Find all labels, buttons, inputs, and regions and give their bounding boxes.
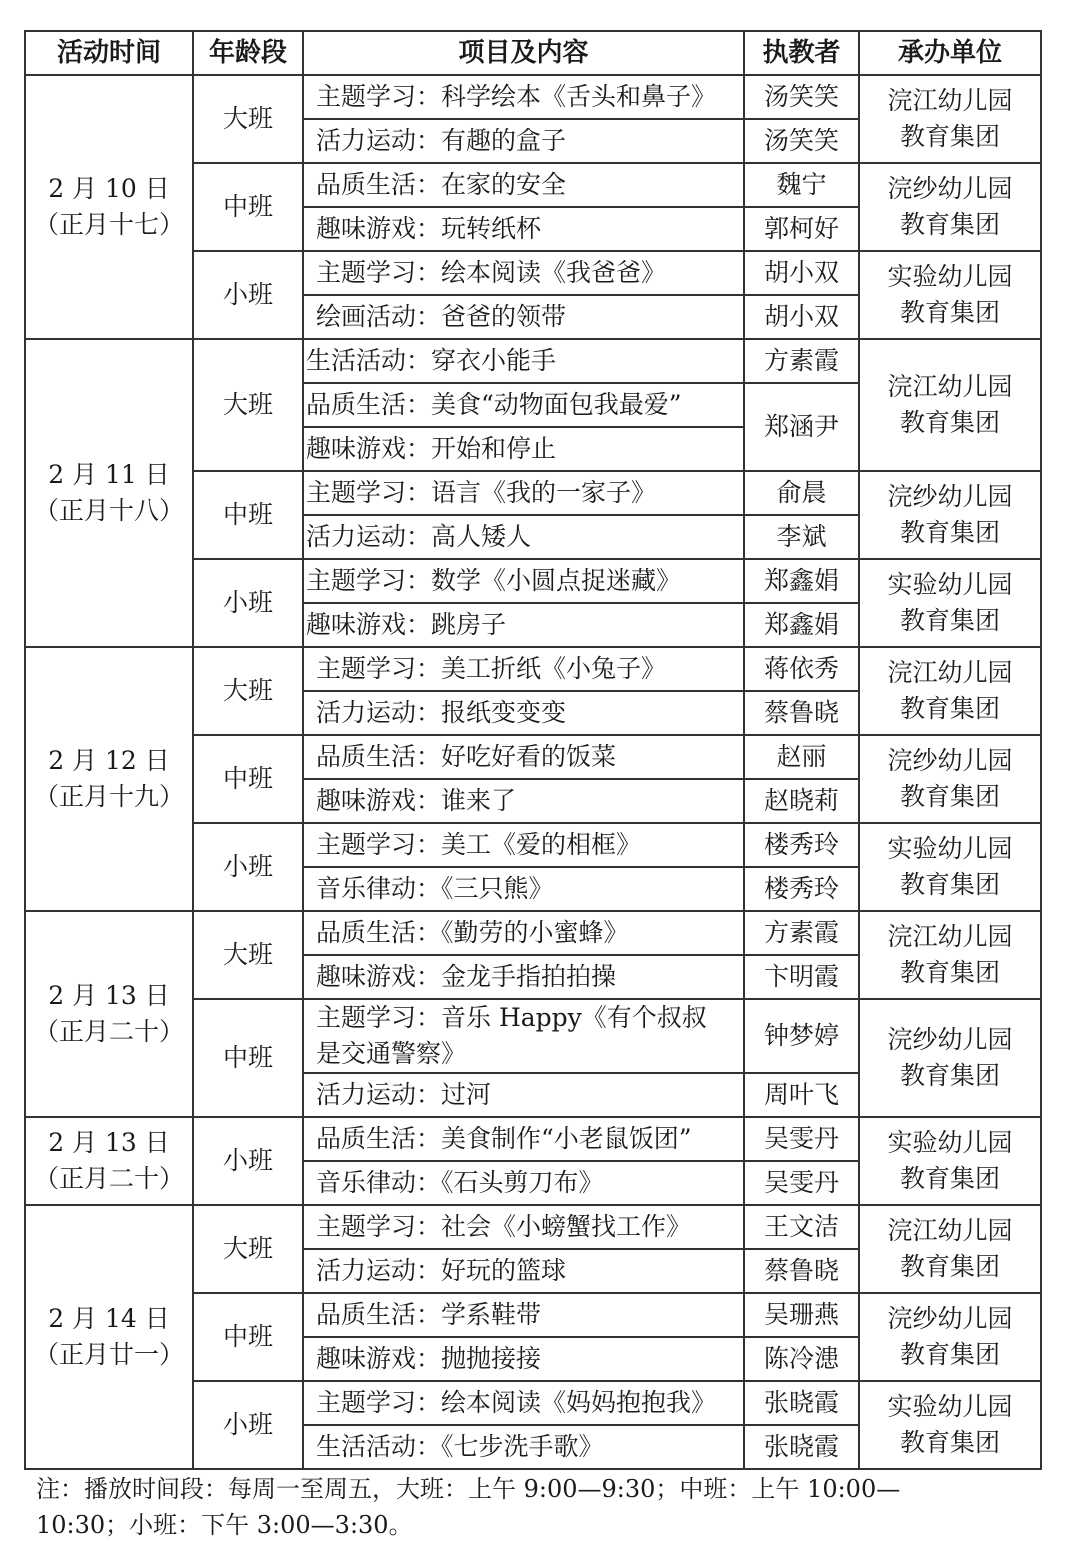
teacher-cell: 郑鑫娟 bbox=[744, 603, 859, 647]
org-name: 浣纱幼儿园 bbox=[887, 482, 1013, 511]
org-cell bbox=[859, 735, 1041, 823]
org-name: 浣江幼儿园 bbox=[887, 86, 1013, 115]
teacher-cell: 蒋依秀 bbox=[744, 647, 859, 691]
org-cell bbox=[859, 251, 1041, 339]
date-text: 2 月 14 日 bbox=[48, 1304, 170, 1333]
teacher-cell: 俞晨 bbox=[744, 471, 859, 515]
org-suffix: 教育集团 bbox=[899, 298, 1000, 327]
teacher-cell: 汤笑笑 bbox=[744, 119, 859, 163]
teacher-cell: 周叶飞 bbox=[744, 1073, 859, 1117]
org-suffix: 教育集团 bbox=[899, 870, 1000, 899]
org-suffix: 教育集团 bbox=[899, 1340, 1000, 1369]
item-cell: 趣味游戏：开始和停止 bbox=[303, 427, 744, 471]
item-cell: 活力运动：高人矮人 bbox=[303, 515, 744, 559]
date-cell bbox=[25, 75, 193, 339]
teacher-cell: 蔡鲁晓 bbox=[744, 1249, 859, 1293]
lunar-date-text: （正月十九） bbox=[33, 782, 184, 811]
date-text: 2 月 12 日 bbox=[48, 746, 170, 775]
org-suffix: 教育集团 bbox=[899, 958, 1000, 987]
org-name: 实验幼儿园 bbox=[887, 1128, 1013, 1157]
grade-cell: 中班 bbox=[193, 1293, 303, 1381]
teacher-cell: 卞明霞 bbox=[744, 955, 859, 999]
item-cell: 音乐律动：《三只熊》 bbox=[303, 867, 744, 911]
teacher-cell: 胡小双 bbox=[744, 251, 859, 295]
item-cell: 主题学习：美工折纸《小兔子》 bbox=[303, 647, 744, 691]
date-cell bbox=[25, 1117, 193, 1205]
lunar-date-text: （正月二十） bbox=[33, 1017, 184, 1046]
org-cell bbox=[859, 823, 1041, 911]
org-suffix: 教育集团 bbox=[899, 1164, 1000, 1193]
header-content: 项目及内容 bbox=[303, 31, 744, 75]
date-cell bbox=[25, 1205, 193, 1469]
org-suffix: 教育集团 bbox=[899, 1428, 1000, 1457]
org-suffix: 教育集团 bbox=[899, 1252, 1000, 1281]
teacher-cell: 吴珊燕 bbox=[744, 1293, 859, 1337]
item-cell: 音乐律动：《石头剪刀布》 bbox=[303, 1161, 744, 1205]
item-cell: 绘画活动：爸爸的领带 bbox=[303, 295, 744, 339]
teacher-cell: 李斌 bbox=[744, 515, 859, 559]
item-cell: 主题学习：语言《我的一家子》 bbox=[303, 471, 744, 515]
org-name: 浣江幼儿园 bbox=[887, 658, 1013, 687]
grade-cell: 中班 bbox=[193, 735, 303, 823]
teacher-cell: 陈冷漶 bbox=[744, 1337, 859, 1381]
item-cell: 品质生活：在家的安全 bbox=[303, 163, 744, 207]
org-suffix: 教育集团 bbox=[899, 408, 1000, 437]
item-cell: 品质生活：《勤劳的小蜜蜂》 bbox=[303, 911, 744, 955]
item-cell: 生活活动：《七步洗手歌》 bbox=[303, 1425, 744, 1469]
org-cell bbox=[859, 471, 1041, 559]
grade-cell: 大班 bbox=[193, 75, 303, 163]
grade-cell: 中班 bbox=[193, 163, 303, 251]
teacher-cell: 蔡鲁晓 bbox=[744, 691, 859, 735]
date-cell bbox=[25, 647, 193, 911]
item-cell: 趣味游戏：金龙手指拍拍操 bbox=[303, 955, 744, 999]
item-cell: 主题学习：科学绘本《舌头和鼻子》 bbox=[303, 75, 744, 119]
lunar-date-text: （正月十七） bbox=[33, 210, 184, 239]
org-name: 浣江幼儿园 bbox=[887, 372, 1013, 401]
teacher-cell: 方素霞 bbox=[744, 911, 859, 955]
header-activity-time: 活动时间 bbox=[25, 31, 193, 75]
org-suffix: 教育集团 bbox=[899, 122, 1000, 151]
teacher-cell: 张晓霞 bbox=[744, 1381, 859, 1425]
lunar-date-text: （正月十八） bbox=[33, 496, 184, 525]
teacher-cell: 魏宁 bbox=[744, 163, 859, 207]
org-name: 浣纱幼儿园 bbox=[887, 1025, 1013, 1054]
org-name: 浣纱幼儿园 bbox=[887, 174, 1013, 203]
teacher-cell: 吴雯丹 bbox=[744, 1161, 859, 1205]
teacher-cell: 胡小双 bbox=[744, 295, 859, 339]
item-cell: 品质生活：学系鞋带 bbox=[303, 1293, 744, 1337]
item-cell: 趣味游戏：谁来了 bbox=[303, 779, 744, 823]
org-cell bbox=[859, 911, 1041, 999]
grade-cell: 小班 bbox=[193, 1381, 303, 1469]
item-cell: 品质生活：美食制作“小老鼠饭团” bbox=[303, 1117, 744, 1161]
date-cell bbox=[25, 911, 193, 1117]
org-name: 浣江幼儿园 bbox=[887, 922, 1013, 951]
date-text: 2 月 10 日 bbox=[48, 174, 170, 203]
header-organizer: 承办单位 bbox=[859, 31, 1041, 75]
header-teacher: 执教者 bbox=[744, 31, 859, 75]
item-cell: 主题学习：美工《爱的相框》 bbox=[303, 823, 744, 867]
grade-cell: 小班 bbox=[193, 1117, 303, 1205]
table-row bbox=[25, 75, 1041, 119]
teacher-cell: 钟梦婷 bbox=[744, 999, 859, 1073]
header-row bbox=[25, 31, 1041, 75]
teacher-cell: 郑鑫娟 bbox=[744, 559, 859, 603]
lunar-date-text: （正月二十） bbox=[33, 1164, 184, 1193]
org-cell bbox=[859, 1381, 1041, 1469]
item-cell: 主题学习：绘本阅读《我爸爸》 bbox=[303, 251, 744, 295]
org-name: 实验幼儿园 bbox=[887, 262, 1013, 291]
table-row bbox=[25, 339, 1041, 383]
grade-cell: 小班 bbox=[193, 823, 303, 911]
table-row bbox=[25, 647, 1041, 691]
org-name: 实验幼儿园 bbox=[887, 834, 1013, 863]
item-cell: 品质生活：好吃好看的饭菜 bbox=[303, 735, 744, 779]
org-cell bbox=[859, 647, 1041, 735]
grade-cell: 大班 bbox=[193, 647, 303, 735]
teacher-cell: 方素霞 bbox=[744, 339, 859, 383]
header-age-group: 年龄段 bbox=[193, 31, 303, 75]
date-text: 2 月 11 日 bbox=[48, 460, 170, 489]
item-line: 主题学习：音乐 Happy《有个叔叔 bbox=[316, 1003, 707, 1032]
grade-cell: 中班 bbox=[193, 471, 303, 559]
teacher-cell: 赵丽 bbox=[744, 735, 859, 779]
grade-cell: 小班 bbox=[193, 251, 303, 339]
teacher-cell: 赵晓莉 bbox=[744, 779, 859, 823]
teacher-cell: 王文洁 bbox=[744, 1205, 859, 1249]
item-cell: 活力运动：好玩的篮球 bbox=[303, 1249, 744, 1293]
table-row bbox=[25, 1117, 1041, 1161]
org-suffix: 教育集团 bbox=[899, 606, 1000, 635]
table-row bbox=[25, 911, 1041, 955]
teacher-cell: 汤笑笑 bbox=[744, 75, 859, 119]
item-cell: 活力运动：报纸变变变 bbox=[303, 691, 744, 735]
teacher-cell: 楼秀玲 bbox=[744, 867, 859, 911]
item-cell: 生活活动：穿衣小能手 bbox=[303, 339, 744, 383]
org-cell bbox=[859, 75, 1041, 163]
org-cell bbox=[859, 559, 1041, 647]
teacher-cell: 郑涵尹 bbox=[744, 383, 859, 471]
grade-cell: 大班 bbox=[193, 911, 303, 999]
org-suffix: 教育集团 bbox=[899, 210, 1000, 239]
org-name: 实验幼儿园 bbox=[887, 1392, 1013, 1421]
teacher-cell: 吴雯丹 bbox=[744, 1117, 859, 1161]
note-line: 注：播放时间段：每周一至周五，大班：上午 9:00—9:30；中班：上午 10:00— bbox=[36, 1475, 901, 1503]
org-suffix: 教育集团 bbox=[899, 694, 1000, 723]
teacher-cell: 张晓霞 bbox=[744, 1425, 859, 1469]
table-row bbox=[25, 1205, 1041, 1249]
item-cell: 趣味游戏：玩转纸杯 bbox=[303, 207, 744, 251]
grade-cell: 中班 bbox=[193, 999, 303, 1117]
org-suffix: 教育集团 bbox=[899, 1061, 1000, 1090]
org-cell bbox=[859, 1293, 1041, 1381]
date-text: 2 月 13 日 bbox=[48, 1128, 170, 1157]
item-cell: 趣味游戏：抛抛接接 bbox=[303, 1337, 744, 1381]
lunar-date-text: （正月廿一） bbox=[33, 1340, 184, 1369]
grade-cell: 小班 bbox=[193, 559, 303, 647]
org-name: 实验幼儿园 bbox=[887, 570, 1013, 599]
date-cell bbox=[25, 339, 193, 647]
org-cell bbox=[859, 1205, 1041, 1293]
teacher-cell: 楼秀玲 bbox=[744, 823, 859, 867]
schedule-table bbox=[24, 30, 1042, 1470]
item-line: 是交通警察》 bbox=[316, 1039, 467, 1068]
org-cell bbox=[859, 339, 1041, 471]
org-suffix: 教育集团 bbox=[899, 518, 1000, 547]
org-cell bbox=[859, 1117, 1041, 1205]
teacher-cell: 郭柯好 bbox=[744, 207, 859, 251]
grade-cell: 大班 bbox=[193, 1205, 303, 1293]
org-suffix: 教育集团 bbox=[899, 782, 1000, 811]
note-line: 10:30；小班：下午 3:00—3:30。 bbox=[36, 1511, 413, 1539]
grade-cell: 大班 bbox=[193, 339, 303, 471]
item-cell: 活力运动：有趣的盒子 bbox=[303, 119, 744, 163]
item-cell: 主题学习：绘本阅读《妈妈抱抱我》 bbox=[303, 1381, 744, 1425]
org-name: 浣江幼儿园 bbox=[887, 1216, 1013, 1245]
date-text: 2 月 13 日 bbox=[48, 981, 170, 1010]
item-cell: 主题学习：数学《小圆点捉迷藏》 bbox=[303, 559, 744, 603]
item-cell: 趣味游戏：跳房子 bbox=[303, 603, 744, 647]
item-cell: 活力运动：过河 bbox=[303, 1073, 744, 1117]
org-cell bbox=[859, 163, 1041, 251]
item-cell: 主题学习：社会《小螃蟹找工作》 bbox=[303, 1205, 744, 1249]
org-name: 浣纱幼儿园 bbox=[887, 1304, 1013, 1333]
org-name: 浣纱幼儿园 bbox=[887, 746, 1013, 775]
broadcast-time-note bbox=[36, 1471, 1016, 1543]
org-cell bbox=[859, 999, 1041, 1117]
item-cell: 品质生活：美食“动物面包我最爱” bbox=[303, 383, 744, 427]
item-cell bbox=[303, 999, 744, 1073]
